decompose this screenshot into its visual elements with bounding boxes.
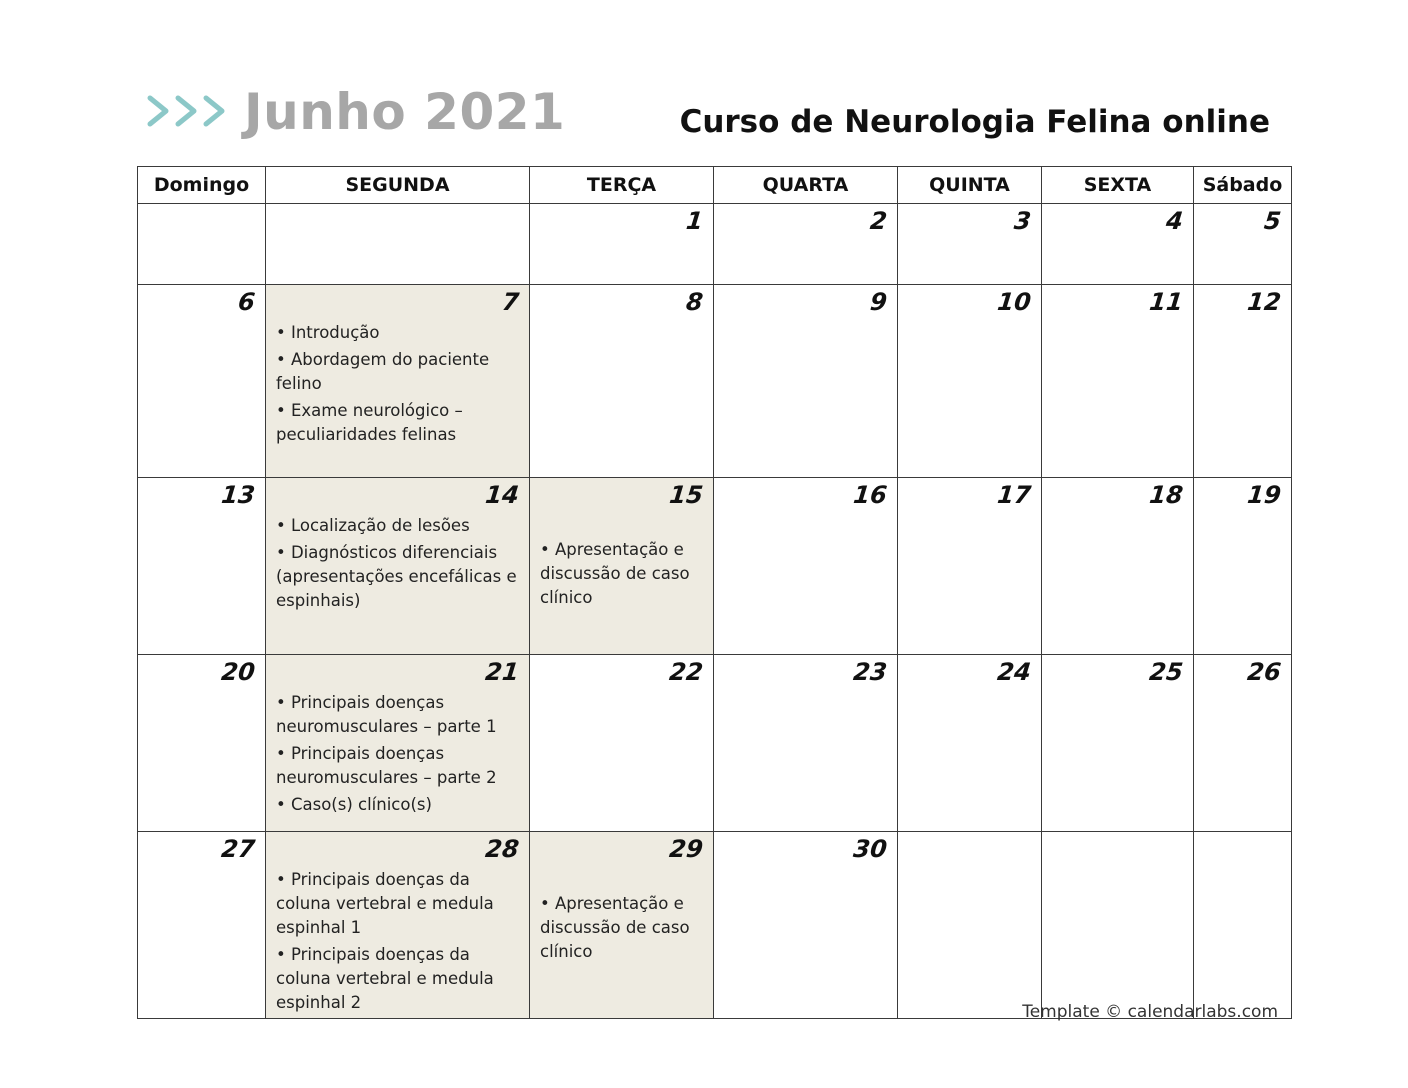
day-cell — [714, 478, 898, 655]
week-row — [138, 204, 1292, 285]
day-cell — [138, 478, 266, 655]
month-title: Junho 2021 — [244, 83, 566, 141]
day-cell — [266, 204, 530, 285]
event-item: • Abordagem do paciente felino — [276, 350, 490, 393]
event-item: • Caso(s) clínico(s) — [276, 795, 432, 814]
chevron-right-icon — [202, 94, 228, 128]
day-cell — [714, 655, 898, 832]
weekday-header-row — [138, 167, 1292, 204]
day-cell — [138, 285, 266, 478]
day-number: 20 — [220, 658, 257, 686]
day-cell — [138, 204, 266, 285]
event-item: • Principais doenças da coluna vertebral e medula espinhal 1 — [276, 870, 494, 937]
day-number: 28 — [484, 835, 521, 863]
weekday-tuesday: TERÇA — [530, 167, 714, 204]
event-item: • Principais doenças neuromusculares – parte 1 — [276, 693, 497, 736]
event-list — [530, 510, 713, 610]
day-number: 16 — [852, 481, 889, 509]
day-number: 23 — [852, 658, 889, 686]
weekday-monday: SEGUNDA — [266, 167, 530, 204]
day-cell — [898, 832, 1042, 1019]
weekday-wednesday: QUARTA — [714, 167, 898, 204]
day-cell — [530, 285, 714, 478]
day-number: 19 — [1246, 481, 1283, 509]
day-number: 17 — [996, 481, 1033, 509]
day-cell — [1042, 478, 1194, 655]
event-list — [530, 864, 713, 964]
calendar-body — [138, 204, 1292, 1019]
day-number: 7 — [500, 288, 521, 316]
course-title: Curso de Neurologia Felina online — [679, 104, 1270, 140]
day-number: 5 — [1262, 207, 1283, 235]
day-cell — [1194, 285, 1292, 478]
day-cell — [138, 655, 266, 832]
day-number: 26 — [1246, 658, 1283, 686]
week-row — [138, 478, 1292, 655]
day-cell — [1194, 832, 1292, 1019]
day-number: 3 — [1012, 207, 1033, 235]
day-cell — [266, 832, 530, 1019]
day-cell — [266, 285, 530, 478]
event-item: • Exame neurológico – peculiaridades felinas — [276, 401, 463, 444]
day-cell — [898, 204, 1042, 285]
weekday-thursday: QUINTA — [898, 167, 1042, 204]
day-cell — [530, 832, 714, 1019]
day-number: 18 — [1148, 481, 1185, 509]
day-number — [1042, 832, 1193, 834]
day-cell — [714, 832, 898, 1019]
event-item: • Apresentação e discussão de caso clínico — [540, 894, 690, 961]
day-cell — [898, 285, 1042, 478]
day-number: 15 — [668, 481, 705, 509]
day-cell — [266, 655, 530, 832]
event-item: • Apresentação e discussão de caso clínico — [540, 540, 690, 607]
event-list — [266, 510, 529, 613]
chevrons-decoration — [146, 94, 230, 128]
day-cell — [1194, 655, 1292, 832]
weekday-saturday: Sábado — [1194, 167, 1292, 204]
chevron-right-icon — [174, 94, 200, 128]
event-list — [266, 317, 529, 447]
day-number: 27 — [220, 835, 257, 863]
day-number: 13 — [220, 481, 257, 509]
event-item: • Diagnósticos diferenciais (apresentações encefálicas e espinhais) — [276, 543, 517, 610]
day-cell — [1194, 478, 1292, 655]
day-cell — [1194, 204, 1292, 285]
template-credit: Template © calendarlabs.com — [1022, 1002, 1278, 1022]
day-cell — [266, 478, 530, 655]
day-number: 9 — [868, 288, 889, 316]
weekday-sunday: Domingo — [138, 167, 266, 204]
chevron-right-icon — [146, 94, 172, 128]
day-cell — [898, 478, 1042, 655]
day-number: 11 — [1148, 288, 1185, 316]
day-number — [898, 832, 1041, 834]
day-number: 4 — [1164, 207, 1185, 235]
day-cell — [1042, 285, 1194, 478]
day-number — [266, 204, 529, 206]
event-item: • Localização de lesões — [276, 516, 470, 535]
day-cell — [530, 655, 714, 832]
day-number: 24 — [996, 658, 1033, 686]
weekday-friday: SEXTA — [1042, 167, 1194, 204]
day-number: 14 — [484, 481, 521, 509]
day-cell — [898, 655, 1042, 832]
event-list — [266, 687, 529, 817]
day-number: 8 — [684, 288, 705, 316]
event-item: • Introdução — [276, 323, 380, 342]
day-number: 30 — [852, 835, 889, 863]
event-list — [266, 864, 529, 1015]
day-number: 29 — [668, 835, 705, 863]
day-cell — [1042, 655, 1194, 832]
day-cell — [1042, 204, 1194, 285]
week-row — [138, 832, 1292, 1019]
event-item: • Principais doenças neuromusculares – parte 2 — [276, 744, 497, 787]
day-number: 22 — [668, 658, 705, 686]
day-number: 10 — [996, 288, 1033, 316]
day-cell — [714, 204, 898, 285]
day-number: 21 — [484, 658, 521, 686]
day-number: 6 — [236, 288, 257, 316]
day-cell — [530, 478, 714, 655]
day-number: 12 — [1246, 288, 1283, 316]
day-cell — [1042, 832, 1194, 1019]
calendar-header — [138, 80, 1290, 160]
day-number: 1 — [684, 207, 705, 235]
week-row — [138, 655, 1292, 832]
day-cell — [138, 832, 266, 1019]
day-cell — [714, 285, 898, 478]
day-number — [1194, 832, 1291, 834]
week-row — [138, 285, 1292, 478]
day-number — [138, 204, 265, 206]
day-number: 2 — [868, 207, 889, 235]
event-item: • Principais doenças da coluna vertebral e medula espinhal 2 — [276, 945, 494, 1012]
calendar-grid — [137, 166, 1292, 1019]
day-number: 25 — [1148, 658, 1185, 686]
day-cell — [530, 204, 714, 285]
